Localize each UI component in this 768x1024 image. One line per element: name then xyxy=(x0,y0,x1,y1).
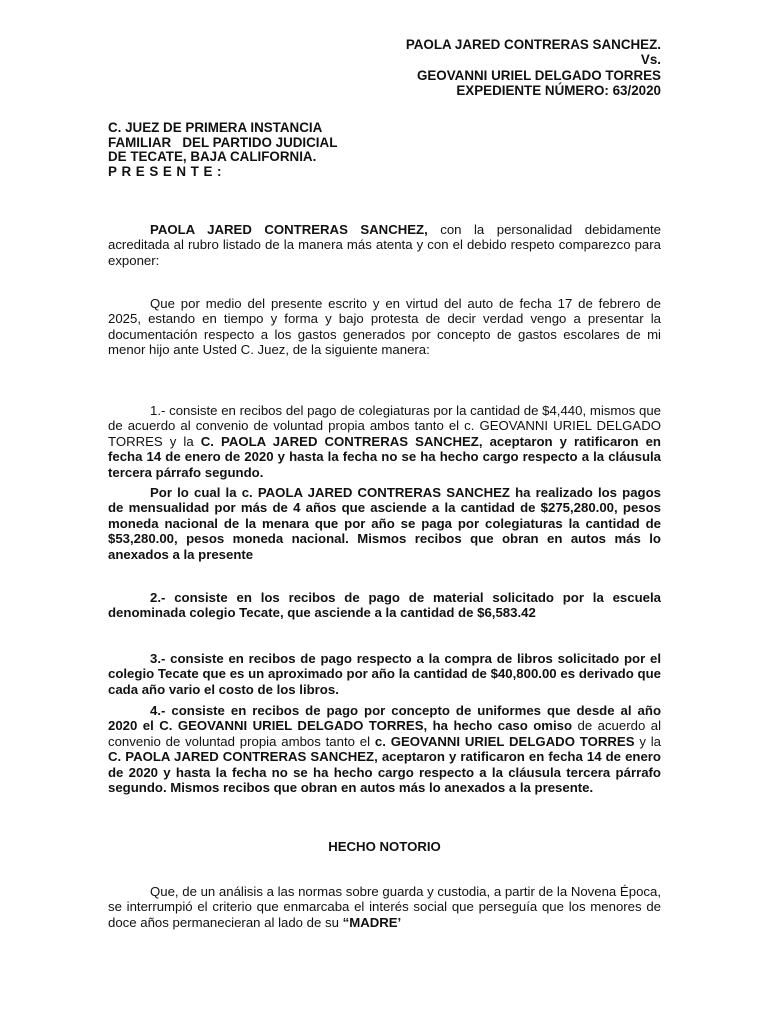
item-1-paragraph xyxy=(108,403,661,480)
item-4-text-b: de acuerdo al convenio de voluntad propia ambos tanto el xyxy=(108,718,661,749)
item-2-paragraph: 2.- consiste en los recibos de pago de material solicitado por la escuela denominada colegio Tecate, que asciende a la cantidad de $6,583.42 xyxy=(108,590,661,621)
header-plaintiff: PAOLA JARED CONTRERAS SANCHEZ. xyxy=(405,37,661,52)
item-3-paragraph: 3.- consiste en recibos de pago respecto a la compra de libros solicitado por el colegio Tecate que es un aproximado por año la cantidad de $40,800.00 es derivado que cada año vario el costo de los libros. xyxy=(108,651,661,697)
addressee-block xyxy=(108,121,337,179)
addressee-line-1: C. JUEZ DE PRIMERA INSTANCIA xyxy=(108,120,323,135)
item-4-text-d: y la xyxy=(634,733,661,749)
item-1-bold-text: C. PAOLA JARED CONTRERAS SANCHEZ, aceptaron y ratificaron en fecha 14 de enero de 2020 y hasta la fecha no se ha hecho cargo respecto a la cláusula tercera párrafo segundo. xyxy=(108,433,661,480)
intro-paragraph xyxy=(108,222,661,268)
intro-text: con la personalidad debidamente acreditada al rubro listado de la manera más atenta y con el debido respeto comparezco para exponer: xyxy=(108,222,661,268)
hecho-madre: “MADRE’ xyxy=(342,914,402,930)
header-case-number: EXPEDIENTE NÚMERO: 63/2020 xyxy=(456,83,661,99)
item-4-bold-a: 4.- consiste en recibos de pago por concepto de uniformes que desde al año 2020 el C. GEOVANNI URIEL DELGADO TORRES, ha hecho caso omiso xyxy=(108,703,661,734)
header-defendant: GEOVANNI URIEL DELGADO TORRES xyxy=(416,67,661,83)
item-4-paragraph xyxy=(108,703,661,795)
addressee-line-3: DE TECATE, BAJA CALIFORNIA. xyxy=(108,149,317,164)
hecho-text: Que, de un análisis a las normas sobre guarda y custodia, a partir de la Novena Época, se interrumpió el criterio que enmarcaba el interés social que perseguía que los menores de doce años permanecieran al lado de su xyxy=(108,884,661,930)
item-4-bold-e: C. PAOLA JARED CONTRERAS SANCHEZ, aceptaron y ratificaron en fecha 14 de enero de 2020 y hasta la fecha no se ha hecho cargo respecto a la cláusula tercera párrafo segundo. Mismos recibos que obran en autos más lo anexados a la presente. xyxy=(108,749,661,796)
header-versus: Vs. xyxy=(640,52,661,68)
case-header xyxy=(406,37,661,99)
auto-paragraph: Que por medio del presente escrito y en virtud del auto de fecha 17 de febrero de 2025, estando en tiempo y forma y bajo protesta de decir verdad vengo a presentar la documentación respecto a los gastos generados por concepto de gastos escolares de mi menor hijo ante Usted C. Juez, de la siguiente manera: xyxy=(108,296,661,358)
item-1-text: 1.- consiste en recibos del pago de colegiaturas por la cantidad de $4,440, mismos que de acuerdo al convenio de voluntad propia ambos tanto el c. GEOVANNI URIEL DELGADO TORRES y la xyxy=(108,403,661,449)
hecho-paragraph xyxy=(108,884,661,930)
intro-name: PAOLA JARED CONTRERAS SANCHEZ, xyxy=(150,222,428,237)
total-paragraph: Por lo cual la c. PAOLA JARED CONTRERAS SANCHEZ ha realizado los pagos de mensualidad por más de 4 años que asciende a la cantidad de $275,280.00, pesos moneda nacional de la menara que por año se paga por colegiaturas la cantidad de $53,280.00, pesos moneda nacional. Mismos recibos que obran en autos más lo anexados a la presente xyxy=(108,485,661,562)
section-title: HECHO NOTORIO xyxy=(328,839,441,854)
addressee-line-2: FAMILIAR DEL PARTIDO JUDICIAL xyxy=(108,134,338,150)
addressee-presente: PRESENTE: xyxy=(108,163,227,179)
item-4-bold-c: c. GEOVANNI URIEL DELGADO TORRES xyxy=(374,733,635,749)
